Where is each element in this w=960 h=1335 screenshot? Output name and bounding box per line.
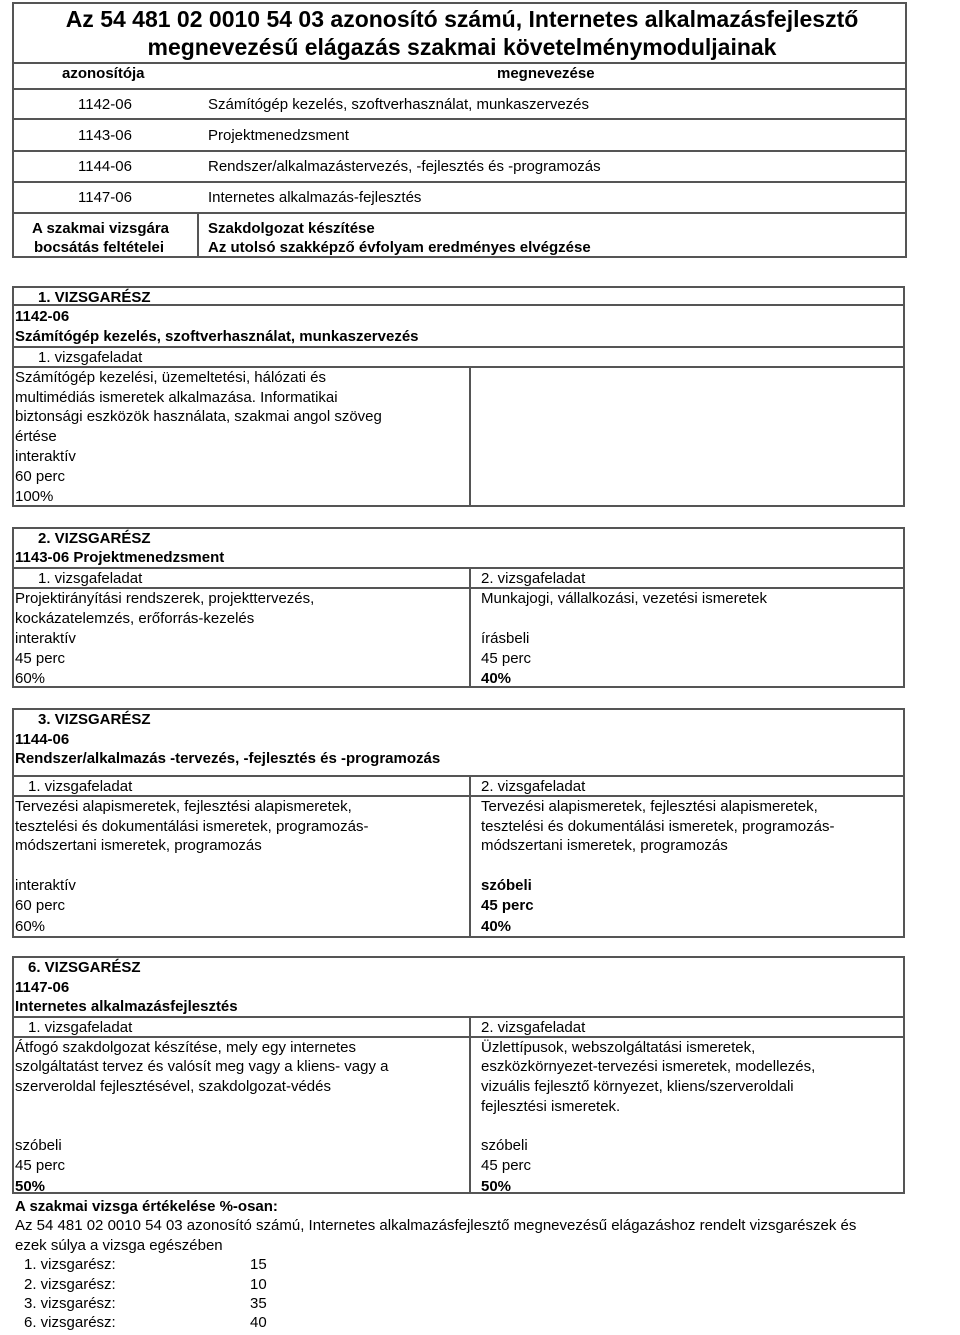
task-description: értése [15,428,57,445]
weight-item-label: 1. vizsgarész: [24,1256,116,1273]
document-title-line1: Az 54 481 02 0010 54 03 azonosító számú, Internetes alkalmazásfejlesztő [65,6,859,32]
task-time: 45 perc [481,1157,532,1174]
module-name: Internetes alkalmazás-fejlesztés [208,189,422,206]
module-id: 1143-06 [78,127,132,144]
task-label: 1. vizsgafeladat [38,570,143,587]
task-description: Átfogó szakdolgozat készítése, mely egy internetes [15,1039,357,1056]
module-name: Projektmenedzsment [208,127,349,144]
module-code: 1144-06 [15,731,70,748]
task-description: eszközkörnyezet-tervezési ismeretek, modellezés, [481,1058,816,1075]
exam-part-heading: 2. VIZSGARÉSZ [38,530,151,547]
task-time: 45 perc [481,897,534,914]
task-description: multimédiás ismeretek alkalmazása. Informatikai [15,389,338,406]
evaluation-text: ezek súlya a vizsga egészében [15,1237,223,1254]
task-label: 1. vizsgafeladat [38,349,143,366]
module-code: 1142-06 [15,308,70,325]
task-weight: 50% [15,1178,46,1195]
module-id: 1147-06 [78,189,132,206]
weight-item-label: 3. vizsgarész: [24,1295,116,1312]
document-title-line2: megnevezésű elágazás szakmai követelménymoduljainak [147,34,777,60]
task-description: biztonsági eszközök használata, szakmai angol szöveg [15,408,382,425]
task-time: 45 perc [15,1157,66,1174]
column-header-name: megnevezése [497,65,595,82]
module-id: 1142-06 [78,96,132,113]
module-title: Számítógép kezelés, szoftverhasználat, munkaszervezés [15,328,419,345]
task-weight: 60% [15,918,46,935]
task-description: Munkajogi, vállalkozási, vezetési ismeretek [481,590,767,607]
task-description: módszertani ismeretek, programozás [481,837,728,854]
weight-item-value: 40 [250,1314,267,1331]
task-type: szóbeli [481,877,532,894]
task-description: fejlesztési ismeretek. [481,1098,621,1115]
task-description: tesztelési és dokumentálási ismeretek, programozás- [15,818,369,835]
task-time: 60 perc [15,468,66,485]
weight-item-label: 6. vizsgarész: [24,1314,116,1331]
task-description: Üzlettípusok, webszolgáltatási ismeretek, [481,1039,756,1056]
weight-item-label: 2. vizsgarész: [24,1276,116,1293]
task-type: interaktív [15,448,76,465]
task-label: 1. vizsgafeladat [28,1019,133,1036]
evaluation-text: Az 54 481 02 0010 54 03 azonosító számú, Internetes alkalmazásfejlesztő megnevezésű elágazáshoz rendelt vizsgarészek és [15,1217,857,1234]
task-weight: 40% [481,670,512,687]
task-description: szolgáltatást tervez és valósít meg vagy a kliens- vagy a [15,1058,389,1075]
evaluation-heading: A szakmai vizsga értékelése %-osan: [15,1198,278,1215]
task-weight: 60% [15,670,46,687]
admission-condition: Szakdolgozat készítése [208,220,375,237]
admission-condition: Az utolsó szakképző évfolyam eredményes elvégzése [208,239,591,256]
admission-label: bocsátás feltételei [34,239,165,256]
task-time: 45 perc [481,650,532,667]
task-description: Tervezési alapismeretek, fejlesztési alapismeretek, [15,798,352,815]
exam-part-heading: 6. VIZSGARÉSZ [28,959,141,976]
task-description: vizuális fejlesztő környezet, kliens/szerveroldali [481,1078,794,1095]
task-label: 1. vizsgafeladat [28,778,133,795]
task-label: 2. vizsgafeladat [481,1019,586,1036]
task-type: interaktív [15,630,76,647]
task-time: 45 perc [15,650,66,667]
task-description: Tervezési alapismeretek, fejlesztési alapismeretek, [481,798,818,815]
task-description: tesztelési és dokumentálási ismeretek, programozás- [481,818,835,835]
task-description: módszertani ismeretek, programozás [15,837,262,854]
weight-item-value: 15 [250,1256,267,1273]
task-description: Számítógép kezelési, üzemeltetési, hálózati és [15,369,326,386]
module-code: 1147-06 [15,979,70,996]
task-time: 60 perc [15,897,66,914]
module-title: Rendszer/alkalmazás -tervezés, -fejlesztés és -programozás [15,750,441,767]
column-header-id: azonosítója [62,65,145,82]
task-type: szóbeli [481,1137,528,1154]
task-type: szóbeli [15,1137,62,1154]
exam-part-heading: 3. VIZSGARÉSZ [38,711,151,728]
module-id: 1144-06 [78,158,132,175]
task-description: szerveroldal fejlesztésével, szakdolgozat-védés [15,1078,331,1095]
task-weight: 40% [481,918,512,935]
task-weight: 100% [15,488,54,505]
task-weight: 50% [481,1178,512,1195]
task-label: 2. vizsgafeladat [481,570,586,587]
task-type: írásbeli [481,630,530,647]
module-title: Internetes alkalmazásfejlesztés [15,998,238,1015]
module-name: Rendszer/alkalmazástervezés, -fejlesztés és -programozás [208,158,601,175]
task-type: interaktív [15,877,76,894]
admission-label: A szakmai vizsgára [32,220,170,237]
task-description: Projektirányítási rendszerek, projekttervezés, [15,590,315,607]
exam-part-heading: 1. VIZSGARÉSZ [38,289,151,306]
module-name: Számítógép kezelés, szoftverhasználat, munkaszervezés [208,96,590,113]
task-label: 2. vizsgafeladat [481,778,586,795]
module-title: 1143-06 Projektmenedzsment [15,549,225,566]
weight-item-value: 35 [250,1295,267,1312]
task-description: kockázatelemzés, erőforrás-kezelés [15,610,255,627]
weight-item-value: 10 [250,1276,267,1293]
